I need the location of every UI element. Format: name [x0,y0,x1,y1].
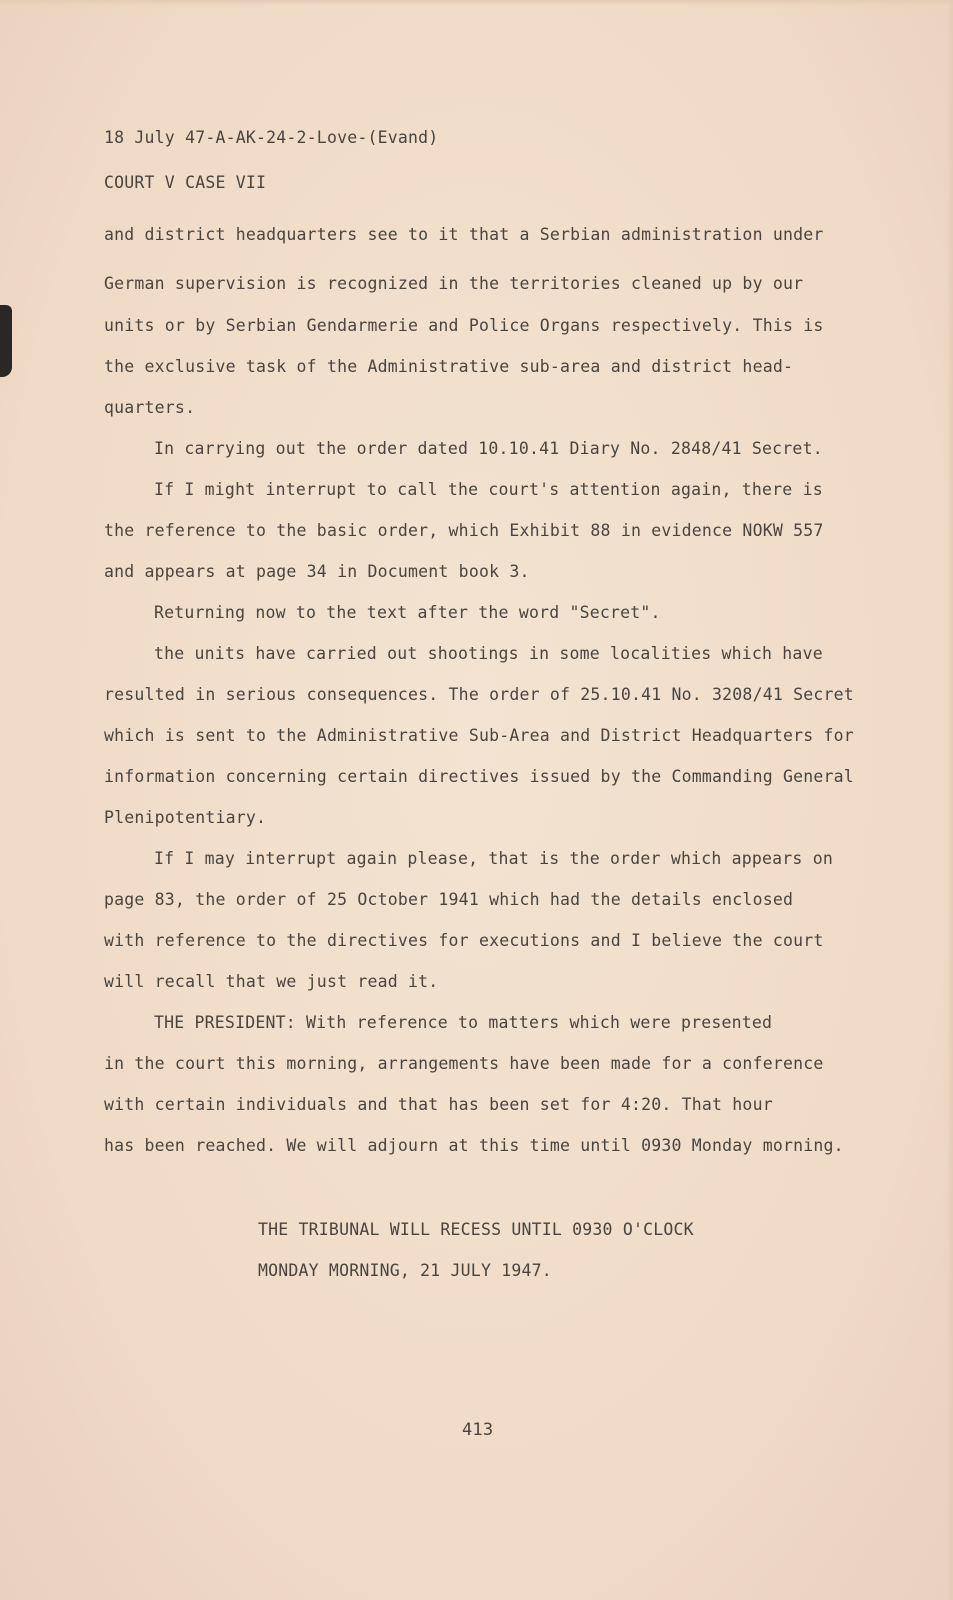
body-line: units or by Serbian Gendarmerie and Police Organs respectively. This is [104,316,824,335]
body-line: Returning now to the text after the word "Secret". [154,603,661,622]
body-line: Plenipotentiary. [104,808,267,827]
body-line: If I might interrupt to call the court's attention again, there is [154,480,823,499]
body-line: and district headquarters see to it that a Serbian administration under [104,225,824,244]
recess-notice-line: MONDAY MORNING, 21 JULY 1947. [258,1261,552,1280]
body-line: which is sent to the Administrative Sub-Area and District Headquarters for [104,726,854,745]
body-line: with reference to the directives for executions and I believe the court [104,931,824,950]
body-line: will recall that we just read it. [104,972,439,991]
body-line: information concerning certain directives issued by the Commanding General [104,767,854,786]
court-case-heading: COURT V CASE VII [104,173,267,192]
body-line: with certain individuals and that has been set for 4:20. That hour [104,1095,773,1114]
body-line: the exclusive task of the Administrative sub-area and district head- [104,357,794,376]
page-number: 413 [462,1420,494,1440]
body-line: If I may interrupt again please, that is the order which appears on [154,849,833,868]
page-edge-wear [0,0,953,6]
body-line: resulted in serious consequences. The order of 25.10.41 No. 3208/41 Secret [104,685,854,704]
body-line: page 83, the order of 25 October 1941 which had the details enclosed [104,890,794,909]
document-reference: 18 July 47-A-AK-24-2-Love-(Evand) [104,128,439,147]
recess-notice-line: THE TRIBUNAL WILL RECESS UNTIL 0930 O'CLOCK [258,1220,694,1239]
body-line: the reference to the basic order, which Exhibit 88 in evidence NOKW 557 [104,521,824,540]
binding-mark [0,305,12,377]
body-line: in the court this morning, arrangements have been made for a conference [104,1054,824,1073]
body-line: German supervision is recognized in the territories cleaned up by our [104,274,804,293]
page-edge-wear [947,0,953,1600]
body-line: has been reached. We will adjourn at this time until 0930 Monday morning. [104,1136,844,1155]
body-line: quarters. [104,398,196,417]
body-line: THE PRESIDENT: With reference to matters which were presented [154,1013,773,1032]
body-line: In carrying out the order dated 10.10.41 Diary No. 2848/41 Secret. [154,439,823,458]
body-line: the units have carried out shootings in some localities which have [154,644,823,663]
body-line: and appears at page 34 in Document book 3. [104,562,530,581]
